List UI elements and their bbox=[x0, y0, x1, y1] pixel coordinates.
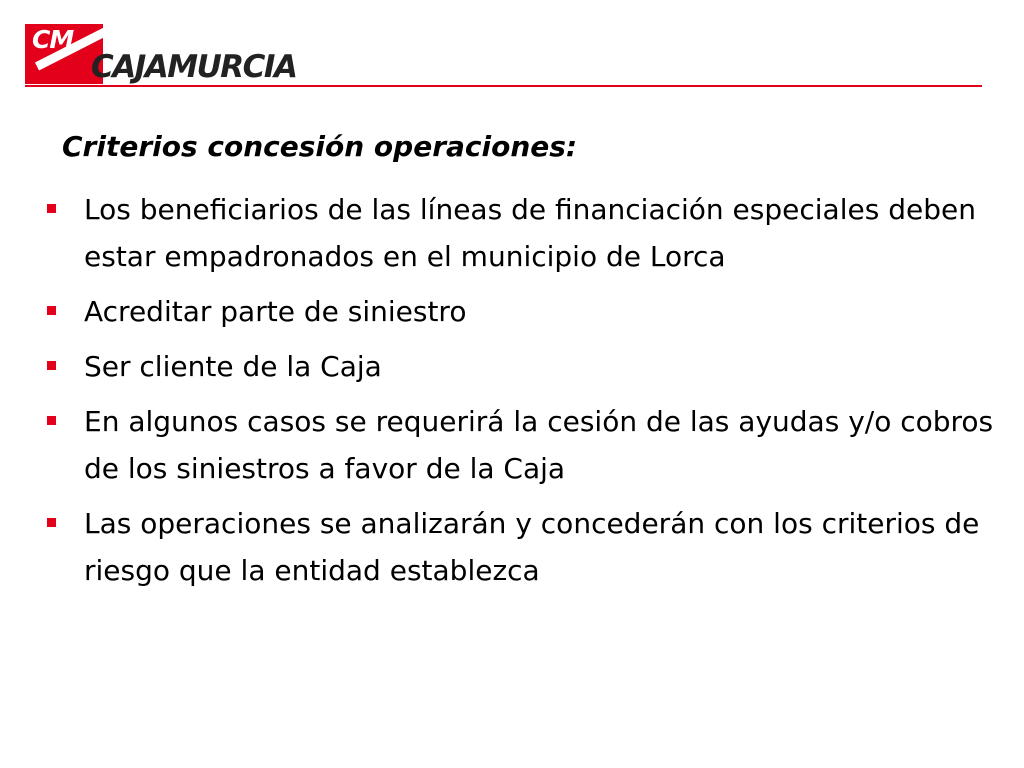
cajamurcia-logo bbox=[25, 24, 355, 86]
square-bullet-icon bbox=[47, 204, 56, 213]
bullet-text: En algunos casos se requerirá la cesión de las ayudas y/o cobros de los siniestros a favor de la Caja bbox=[84, 405, 994, 485]
square-bullet-icon bbox=[47, 518, 56, 527]
bullet-text: Acreditar parte de siniestro bbox=[84, 295, 467, 328]
header-divider bbox=[25, 85, 982, 87]
logo-name: CAJAMURCIA bbox=[91, 49, 297, 85]
bullet-text: Los beneficiarios de las líneas de financiación especiales deben estar empadronados en el municipio de Lorca bbox=[84, 193, 976, 273]
bullet-item bbox=[44, 343, 994, 390]
square-bullet-icon bbox=[47, 361, 56, 370]
slide-title: Criterios concesión operaciones: bbox=[62, 130, 578, 163]
bullet-text: Ser cliente de la Caja bbox=[84, 350, 382, 383]
bullet-item bbox=[44, 398, 994, 492]
bullet-list bbox=[44, 186, 994, 602]
logo-initials: CM bbox=[32, 25, 74, 54]
bullet-item bbox=[44, 500, 994, 594]
square-bullet-icon bbox=[47, 306, 56, 315]
bullet-item bbox=[44, 186, 994, 280]
bullet-text: Las operaciones se analizarán y concederán con los criterios de riesgo que la entidad establezca bbox=[84, 507, 980, 587]
bullet-item bbox=[44, 288, 994, 335]
square-bullet-icon bbox=[47, 416, 56, 425]
